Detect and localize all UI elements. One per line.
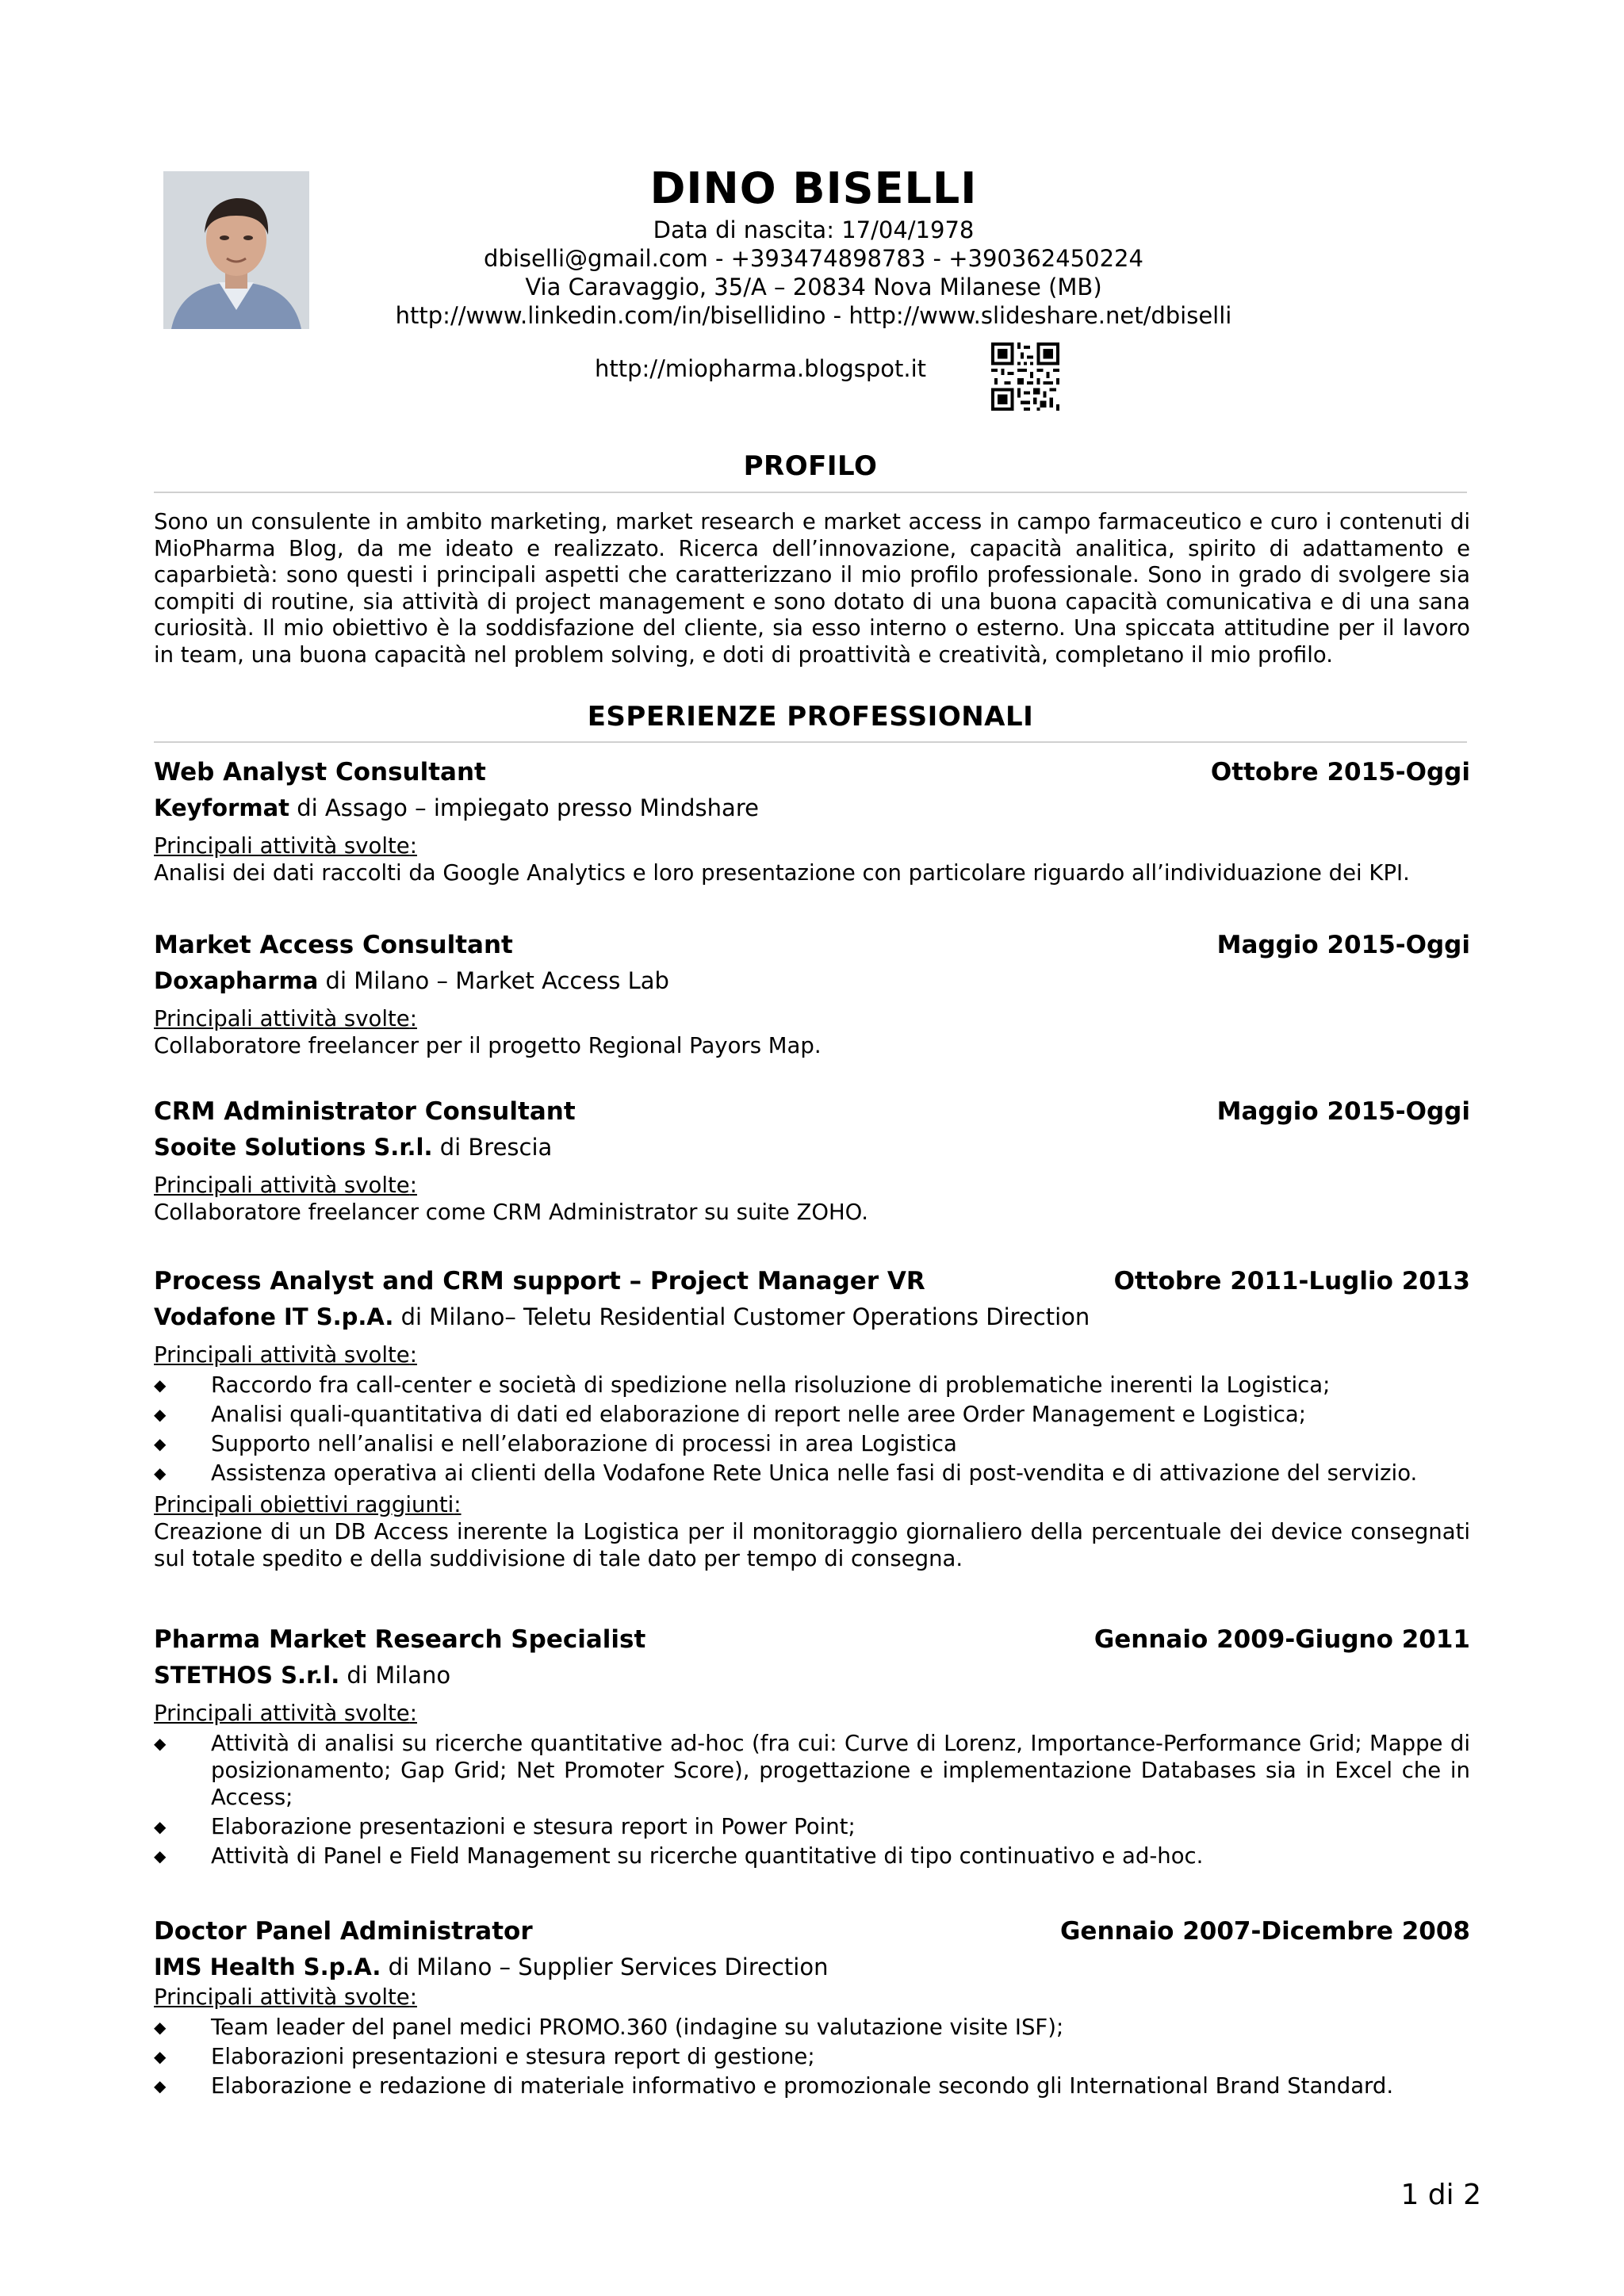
list-item: ◆ Elaborazione presentazioni e stesura report in Power Point; (154, 1814, 856, 1839)
goals-heading: Principali obiettivi raggiunti: (154, 1492, 462, 1517)
job-title: Pharma Market Research Specialist (154, 1625, 646, 1654)
job-date: Gennaio 2007-Dicembre 2008 (1059, 1917, 1470, 1946)
job-date: Ottobre 2015-Oggi (1210, 758, 1470, 786)
list-item: ◆ Elaborazione e redazione di materiale informativo e promozionale secondo gli International Brand Standard. (154, 2073, 1394, 2099)
job-title: CRM Administrator Consultant (154, 1097, 576, 1126)
candidate-name: DINO BISELLI (649, 163, 978, 213)
activity-list (154, 2014, 1470, 2099)
list-item: ◆ Assistenza operativa ai clienti della Vodafone Rete Unica nelle fasi di post-vendita e di attivazione del servizio. (154, 1460, 1418, 1486)
job-entry (154, 1097, 1470, 1226)
activity-text: Collaboratore freelancer come CRM Administrator su suite ZOHO. (154, 1200, 868, 1225)
activity-list (154, 1372, 1470, 1487)
list-item: ◆ Attività di Panel e Field Management su ricerche quantitative di tipo continuativo e ad-hoc. (154, 1843, 1204, 1869)
birth-date: Data di nascita: 17/04/1978 (653, 216, 975, 243)
activities-heading: Principali attività svolte: (154, 1984, 417, 2010)
diamond-bullet-icon: ◆ (154, 2018, 167, 2037)
activity-list (154, 1730, 1470, 1869)
activities-heading: Principali attività svolte: (154, 833, 417, 859)
page-number: 1 di 2 (1400, 2179, 1481, 2211)
job-title: Process Analyst and CRM support – Project Manager VR (154, 1267, 925, 1295)
job-company: Keyformat di Assago – impiegato presso Mindshare (154, 794, 759, 821)
list-item: ◆ Raccordo fra call-center e società di spedizione nella risoluzione di problematiche inerenti la Logistica; (154, 1372, 1331, 1398)
job-company: Sooite Solutions S.r.l. di Brescia (154, 1134, 553, 1161)
job-date: Maggio 2015-Oggi (1216, 1097, 1470, 1126)
activities-heading: Principali attività svolte: (154, 1006, 417, 1031)
job-entry (154, 1625, 1470, 1872)
job-entry (154, 1917, 1470, 2102)
diamond-bullet-icon: ◆ (154, 1405, 167, 1424)
profile-links: http://www.linkedin.com/in/bisellidino - http://www.slideshare.net/dbiselli (395, 302, 1232, 329)
diamond-bullet-icon: ◆ (154, 1817, 167, 1836)
diamond-bullet-icon: ◆ (154, 1434, 167, 1453)
job-entry (154, 758, 1470, 886)
diamond-bullet-icon: ◆ (154, 2047, 167, 2066)
job-company: Doxapharma di Milano – Market Access Lab (154, 967, 669, 994)
diamond-bullet-icon: ◆ (154, 1464, 167, 1483)
job-company: Vodafone IT S.p.A. di Milano– Teletu Residential Customer Operations Direction (154, 1303, 1090, 1330)
qr-code-icon (991, 342, 1059, 411)
diamond-bullet-icon: ◆ (154, 1734, 167, 1753)
job-title: Web Analyst Consultant (154, 758, 486, 786)
section-title-experience: ESPERIENZE PROFESSIONALI (587, 701, 1034, 733)
job-entry (154, 1267, 1470, 1572)
divider (154, 741, 1467, 743)
address: Via Caravaggio, 35/A – 20834 Nova Milanese (MB) (525, 274, 1102, 300)
list-item: ◆ Team leader del panel medici PROMO.360 (indagine su valutazione visite ISF); (154, 2015, 1064, 2040)
job-title: Doctor Panel Administrator (154, 1917, 533, 1946)
blog-link[interactable]: http://miopharma.blogspot.it (595, 355, 926, 382)
list-item: ◆ Attività di analisi su ricerche quantitative ad-hoc (fra cui: Curve di Lorenz, Importance-Performance Grid; Mappe di posizionamento; Gap Grid; Net Promoter Score), progettazione e implementazione Databases sia in Excel che in Access; (154, 1731, 1470, 1810)
divider (154, 492, 1467, 493)
job-date: Gennaio 2009-Giugno 2011 (1094, 1625, 1470, 1654)
job-title: Market Access Consultant (154, 931, 513, 959)
activity-text: Analisi dei dati raccolti da Google Analytics e loro presentazione con particolare riguardo all’individuazione dei KPI. (154, 860, 1410, 886)
activities-heading: Principali attività svolte: (154, 1342, 417, 1368)
activities-heading: Principali attività svolte: (154, 1701, 417, 1726)
diamond-bullet-icon: ◆ (154, 2076, 167, 2095)
activity-text: Collaboratore freelancer per il progetto Regional Payors Map. (154, 1033, 822, 1058)
goal-text: Creazione di un DB Access inerente la Logistica per il monitoraggio giornaliero della percentuale dei device consegnati sul totale spedito e della suddivisione di tale dato per tempo di consegna. (154, 1519, 1470, 1571)
diamond-bullet-icon: ◆ (154, 1376, 167, 1395)
job-date: Ottobre 2011-Luglio 2013 (1113, 1267, 1470, 1295)
contact-info: dbiselli@gmail.com - +393474898783 - +390362450224 (484, 245, 1143, 272)
job-date: Maggio 2015-Oggi (1216, 931, 1470, 959)
list-item: ◆ Supporto nell’analisi e nell’elaborazione di processi in area Logistica (154, 1431, 957, 1456)
list-item: ◆ Elaborazioni presentazioni e stesura report di gestione; (154, 2044, 815, 2069)
diamond-bullet-icon: ◆ (154, 1846, 167, 1866)
list-item: ◆ Analisi quali-quantitativa di dati ed elaborazione di report nelle aree Order Management e Logistica; (154, 1402, 1306, 1427)
activities-heading: Principali attività svolte: (154, 1173, 417, 1198)
job-company: STETHOS S.r.l. di Milano (154, 1662, 451, 1689)
job-company: IMS Health S.p.A. di Milano – Supplier Services Direction (154, 1954, 829, 1980)
job-entry (154, 931, 1470, 1059)
profile-text: Sono un consulente in ambito marketing, market research e market access in campo farmaceutico e curo i contenuti di MioPharma Blog, da me ideato e realizzato. Ricerca dell’innovazione, capacità analitica, spirito di adattamento e caparbietà: sono questi i principali aspetti che caratterizzano il mio profilo professionale. Sono in grado di svolgere sia compiti di routine, sia attività di project management e sono dotato di una buona capacità comunicativa e di una sana curiosità. Il mio obiettivo è la soddisfazione del cliente, sia esso interno o esterno. Una spiccata attitudine per il lavoro in team, una buona capacità nel problem solving, e doti di proattività e creatività, completano il mio profilo. (154, 509, 1470, 668)
section-title-profile: PROFILO (743, 450, 878, 482)
